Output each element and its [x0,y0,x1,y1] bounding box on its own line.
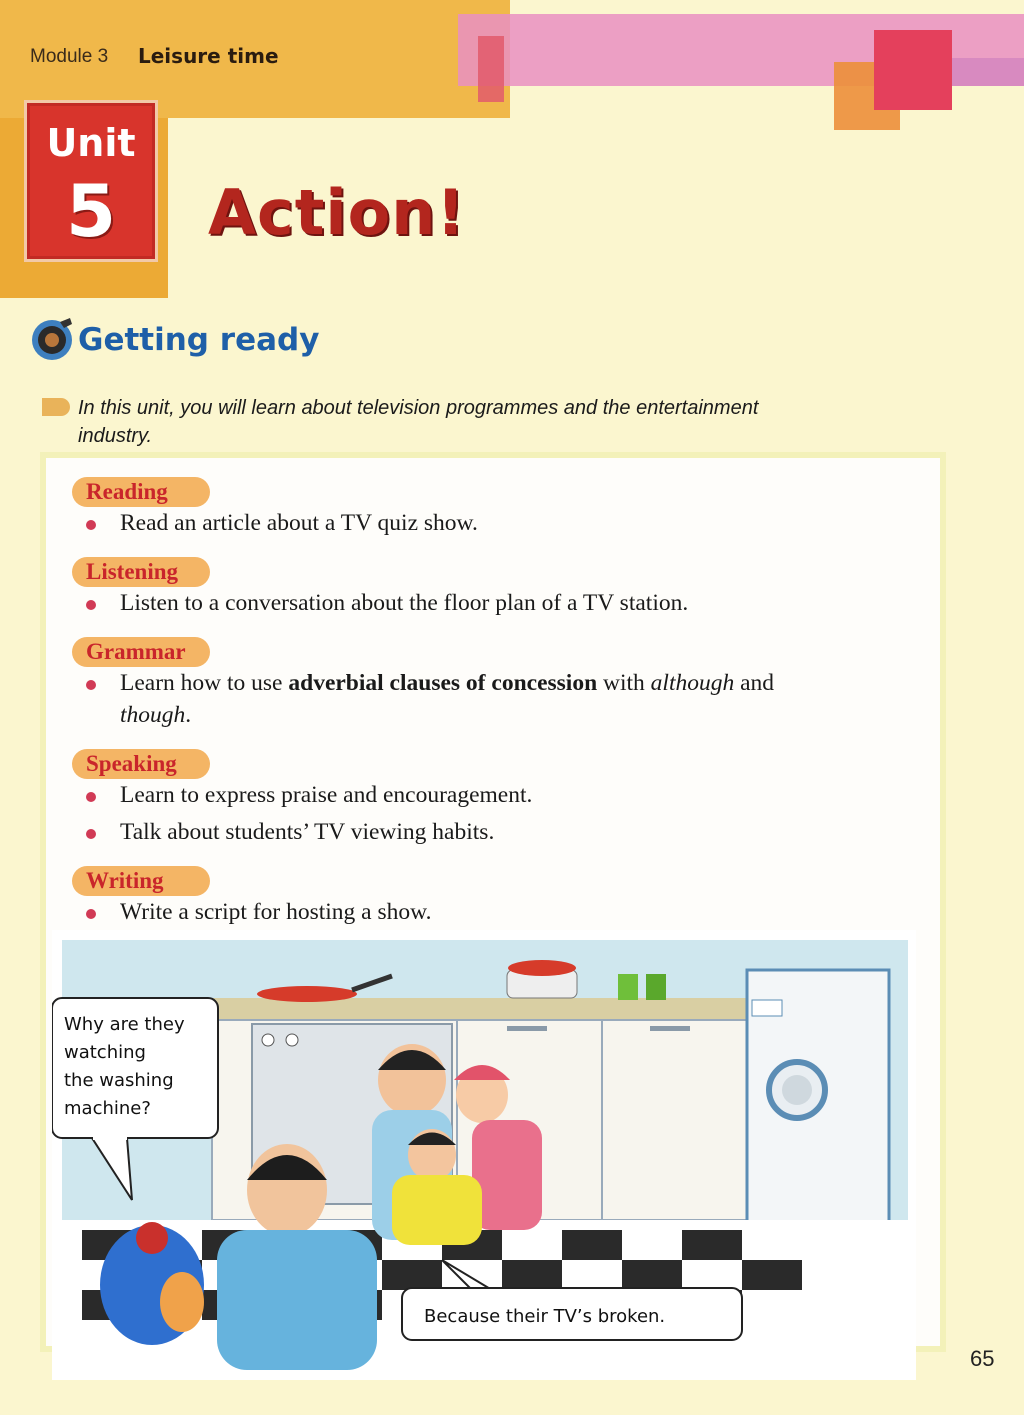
section-intro [78,394,908,450]
skill-tag-writing: Writing [72,866,210,896]
objective-line: Listen to a conversation about the floor plan of a TV station. [120,590,689,616]
bubble-left-line-4: machine? [64,1098,151,1119]
bullet [86,792,96,802]
header-red-square [874,30,952,110]
bullet [86,680,96,690]
kitchen-illustration [52,930,916,1380]
intro-marker [42,398,70,416]
unit-word: Unit [46,121,136,165]
grammar-text-3: and [734,670,775,696]
grammar-text-2: with [597,670,651,696]
green-cup [618,974,638,1000]
objective-line: Talk about students’ TV viewing habits. [120,819,495,845]
unit-number: 5 [65,169,117,253]
bullet [86,829,96,839]
skill-tag-speaking: Speaking [72,749,210,779]
module-name: Leisure time [138,44,279,68]
objective-line: Write a script for hosting a show. [120,899,432,925]
page-number: 65 [970,1346,995,1371]
green-cup [646,974,666,1000]
section-title: Getting ready [78,322,320,358]
bubble-bottom-text: Because their TV’s broken. [424,1306,666,1327]
bullet [86,909,96,919]
objective-line: Learn to express praise and encouragement. [120,782,533,808]
objective-line-grammar-cont [120,702,191,729]
intro-line-1: In this unit, you will learn about television programmes and the entertainment [78,397,759,419]
film-reel-icon [30,316,76,362]
bubble-left-line-3: the washing [64,1070,174,1091]
frying-pan [257,986,357,1002]
bubble-left-line-2: watching [64,1042,146,1063]
objective-line-grammar [120,670,774,697]
grammar-bold: adverbial clauses of concession [288,670,598,696]
skill-tag-grammar: Grammar [72,637,210,667]
bullet [86,520,96,530]
grammar-italic-1: although [650,670,735,696]
header-pink-band-end [950,58,1024,86]
bubble-left-line-1: Why are they [64,1014,185,1035]
skill-tag-reading: Reading [72,477,210,507]
grammar-text-1: Learn how to use [120,670,289,696]
intro-line-2: industry. [78,425,153,447]
skill-tag-listening: Listening [72,557,210,587]
unit-title: Action! [208,176,466,249]
grammar-italic-2: though [120,702,186,728]
bullet [86,600,96,610]
unit-badge [24,100,158,262]
objective-line: Read an article about a TV quiz show. [120,510,478,536]
grammar-end: . [185,702,192,728]
header-accent-square [478,36,504,102]
module-label: Module 3 [30,46,109,67]
